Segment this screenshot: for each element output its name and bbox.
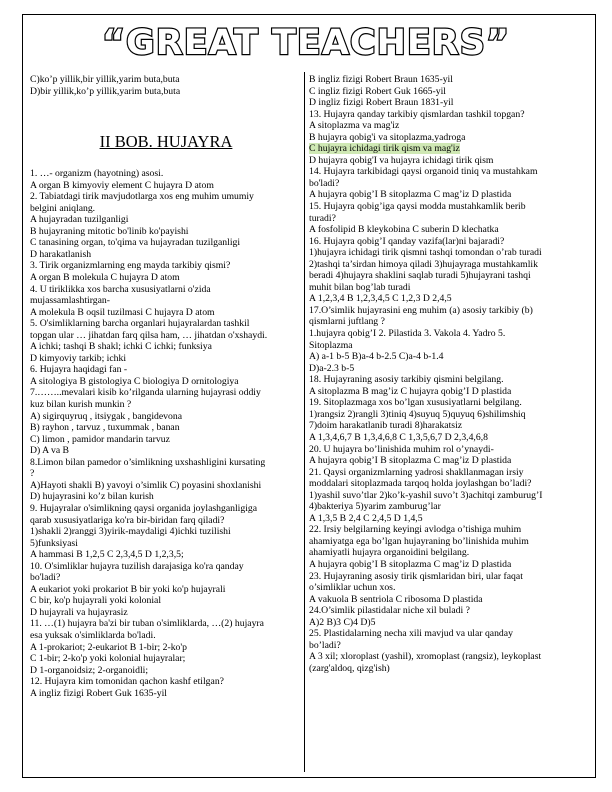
line-row (30, 607, 302, 619)
text-line: (zarg'aldoq, qizg'ish) (309, 662, 390, 674)
line-row (309, 467, 590, 479)
line-row (309, 224, 590, 236)
line-row (309, 74, 590, 86)
text-line: 25. Plastidalarning necha xili mavjud va ular qanday (309, 628, 513, 640)
text-line: beradi 4)hujayra shaklini saqlab turadi 5)hujayrani tashqi (309, 270, 531, 282)
column-divider (304, 72, 305, 772)
line-row (309, 513, 590, 525)
line-row (30, 86, 302, 98)
line-row (30, 387, 302, 399)
line-row (30, 665, 302, 677)
right-column (309, 74, 590, 674)
text-line: qarab xususiyatlariga ko'ra bir-biridan farq qiladi? (30, 514, 225, 526)
line-row (309, 582, 590, 594)
line-row (30, 399, 302, 411)
text-line: A hujayra qobig’I B sitoplazma C mag’iz D plastida (309, 558, 512, 570)
line-row (309, 524, 590, 536)
line-row (309, 86, 590, 98)
text-line: A sitoplazma B mag’iz C hujayra qobig’I D plastida (309, 385, 512, 397)
text-line: D)bir yillik,ko’p yillik,yarim buta,buta (30, 85, 181, 97)
text-line: 16. Hujayra qobig’I qanday vazifa(lar)ni bajaradi? (309, 235, 505, 247)
line-row (30, 561, 302, 573)
line-row (30, 353, 302, 365)
text-line: A 1,2,3,4 B 1,2,3,4,5 C 1,2,3 D 2,4,5 (309, 293, 452, 305)
line-row (309, 351, 590, 363)
text-line: turadi? (309, 212, 336, 224)
text-line: A eukariot yoki prokariot B bir yoki ko'p hujayrali (30, 583, 226, 595)
line-row (309, 640, 590, 652)
text-line: C ingliz fizigi Robert Guk 1665-yil (309, 85, 446, 97)
line-row (30, 364, 302, 376)
line-row (309, 316, 590, 328)
text-line: A organ B kimyoviy element C hujayra D atom (30, 179, 214, 191)
line-row (309, 420, 590, 432)
text-line: B) rayhon , tarvuz , tuxummak , banan (30, 422, 180, 434)
line-row (30, 411, 302, 423)
text-line: A)2 B)3 C)4 D)5 (309, 616, 376, 628)
left-intro (30, 74, 302, 97)
line-row (309, 213, 590, 225)
line-row (30, 538, 302, 550)
line-row (30, 491, 302, 503)
line-row (309, 397, 590, 409)
line-row (309, 386, 590, 398)
line-row (30, 260, 302, 272)
text-line: 20. U hujayra bo’linishida muhim rol o’ynaydi- (309, 443, 494, 455)
line-row (309, 547, 590, 559)
line-row (309, 247, 590, 259)
line-row (309, 143, 590, 155)
text-line: D 1-organoidsiz; 2-organoidli; (30, 664, 149, 676)
text-line: 3. Tirik organizmlarning eng mayda tarkibiy qismi? (30, 260, 231, 272)
text-line: A 1,3,4,6,7 B 1,3,4,6,8 C 1,3,5,6,7 D 2,3,4,6,8 (309, 431, 488, 443)
line-row (30, 468, 302, 480)
line-row (30, 434, 302, 446)
text-line: esa yuksak o'simliklarda bo'ladi. (30, 629, 156, 641)
line-row (30, 642, 302, 654)
text-line: C hujayra ichidagi tirik qism va mag'iz (309, 143, 460, 155)
text-line: 18. Hujayraning asosiy tarkibiy qismini belgilang. (309, 374, 504, 386)
text-line: 13. Hujayra qanday tarkibiy qismlardan tashkil topgan? (309, 108, 525, 120)
text-line: 14. Hujayra tarkibidagi qaysi organoid tiniq va mustahkam (309, 166, 538, 178)
line-row (309, 132, 590, 144)
text-line: 22. Irsiy belgilarning keyingi avlodga o’tishiga muhim (309, 524, 522, 536)
text-line: C tanasining organ, to'qima va hujayradan tuzilganligi (30, 237, 241, 249)
line-row (30, 630, 302, 642)
line-row (30, 688, 302, 700)
text-line: bo'ladi? (309, 177, 340, 189)
line-row (309, 259, 590, 271)
text-line: A 1,3,5 B 2,4 C 2,4,5 D 1,4,5 (309, 512, 423, 524)
line-row (30, 515, 302, 527)
text-line: A fosfolipid B kleykobina C suberin D klechatka (309, 224, 499, 236)
line-row (30, 203, 302, 215)
line-row (30, 526, 302, 538)
line-row (309, 155, 590, 167)
line-row (30, 307, 302, 319)
right-highlighted-lines (309, 143, 590, 155)
line-row (30, 549, 302, 561)
text-line: D ingliz fizigi Robert Braun 1831-yil (309, 97, 454, 109)
text-line: A) a-1 b-5 B)a-4 b-2.5 C)a-4 b-1.4 (309, 351, 444, 363)
text-line: o’simliklar uchun xos. (309, 582, 396, 594)
line-row (309, 444, 590, 456)
text-line: A ichki; tashqi B shakl; ichki C ichki; funksiya (30, 341, 212, 353)
text-line: A sitologiya B gistologiya C biologiya D ornitologiya (30, 375, 239, 387)
line-row (30, 376, 302, 388)
line-row (309, 189, 590, 201)
text-line: 4. U tiriklikka xos barcha xususiyatlarni o'zida (30, 283, 211, 295)
text-line: 11. …(1) hujayra ba'zi bir tuban o'simliklarda, …(2) hujayra (30, 618, 264, 630)
text-line: 8.Limon bilan pamedor o’simlikning uxshashligini kursating (30, 456, 266, 468)
text-line: ? (30, 468, 35, 480)
line-row (30, 457, 302, 469)
line-row (30, 653, 302, 665)
left-column (30, 74, 302, 699)
line-row (30, 249, 302, 261)
line-row (309, 374, 590, 386)
line-row (309, 455, 590, 467)
text-line: 10. O'simliklar hujayra tuzilish darajasiga ko'ra qanday (30, 560, 244, 572)
line-row (30, 595, 302, 607)
line-row (30, 572, 302, 584)
text-line: 1.hujayra qobig’I 2. Pilastida 3. Vakola 4. Yadro 5. (309, 328, 506, 340)
text-line: 1)shakli 2)ranggi 3)yirik-maydaligi 4)ichki tuzilishi (30, 526, 231, 538)
text-line: qismlarni juftlang ? (309, 316, 385, 328)
text-line: 23. Hujayraning asosiy tirik qismlaridan biri, ular faqat (309, 570, 523, 582)
text-line: A 3 xil; xloroplast (yashil), xromoplast (rangsiz), leykoplast (309, 651, 542, 663)
text-line: B ingliz fizigi Robert Braun 1635-yil (309, 74, 453, 85)
line-row (309, 270, 590, 282)
line-row (309, 97, 590, 109)
right-question-list-top (309, 74, 590, 143)
line-row (30, 584, 302, 596)
line-row (30, 226, 302, 238)
line-row (309, 120, 590, 132)
text-line: D) hujayrasini ko’z bilan kurish (30, 491, 154, 503)
line-row (309, 651, 590, 663)
text-line: 5)funksiyasi (30, 537, 78, 549)
text-line: ahamiyatli hujayra organoidini belgilang. (309, 547, 470, 559)
line-row (309, 663, 590, 675)
line-row (309, 559, 590, 571)
text-line: 1. …- organizm (hayotning) asosi. (30, 168, 164, 180)
text-line: 1)rangsiz 2)rangli 3)tiniq 4)suyuq 5)quyuq 6)shilimshiq (309, 408, 526, 420)
text-line: 2. Tabiatdagi tirik mavjudotlarga xos eng muhim umumiy (30, 191, 254, 203)
text-line: 7.……..mevalari kisib ko’rilganda ularning hujayrasi oddiy (30, 387, 261, 399)
text-line: A)Hayoti shakli B) yavoyi o’simlik C) poyasini shoxlanishi (30, 479, 262, 491)
line-row (30, 214, 302, 226)
text-line: 5. O'simliklarning barcha organlari hujayralardan tashkil (30, 318, 250, 330)
line-row (30, 168, 302, 180)
text-line: C bir, ko'p hujayrali yoki kolonial (30, 595, 162, 607)
line-row (30, 272, 302, 284)
line-row (309, 605, 590, 617)
text-line: D)a-2.3 b-5 (309, 362, 355, 374)
line-row (309, 363, 590, 375)
line-row (309, 236, 590, 248)
text-line: bo'ladi? (30, 572, 61, 584)
line-row (30, 330, 302, 342)
line-row (30, 422, 302, 434)
text-line: A) sigirquyruq , itsiygak , bangidevona (30, 410, 183, 422)
text-line: A vakuola B sentriola C ribosoma D plastida (309, 593, 483, 605)
line-row (309, 490, 590, 502)
line-row (30, 237, 302, 249)
line-row (309, 282, 590, 294)
text-line: A hammasi B 1,2,5 C 2,3,4,5 D 1,2,3,5; (30, 549, 184, 561)
line-row (309, 501, 590, 513)
text-line: B hujayraning mitotic bo'linib ko'payishi (30, 225, 189, 237)
text-line: 21. Qaysi organizmlarning yadrosi shakllanmagan irsiy (309, 466, 524, 478)
text-line: A hujayra qobig’I B sitoplazma C mag’iz D plastida (309, 455, 512, 467)
line-row (30, 676, 302, 688)
text-line: mujassamlashtirgan- (30, 295, 110, 307)
text-line: D hujayra qobig'I va hujayra ichidagi tirik qism (309, 154, 494, 166)
page-title: “GREAT TEACHERS” (102, 23, 510, 63)
text-line: kuz bilan kurish munkin ? (30, 399, 132, 411)
text-line: B hujayra qobig'i va sitoplazma,yadroga (309, 131, 466, 143)
line-row (309, 201, 590, 213)
text-line: D harakatlanish (30, 248, 92, 260)
text-line: D) A va B (30, 445, 70, 457)
text-line: topgan ular … jihatdan farq qilsa ham, … jihatdan o'xshaydi. (30, 329, 268, 341)
text-line: 7)doim harakatlanib turadi 8)harakatsiz (309, 420, 463, 432)
text-line: C 1-bir; 2-ko'p yoki kolonial hujayralar; (30, 653, 186, 665)
line-row (309, 617, 590, 629)
text-line: 15. Hujayra qobig’iga qaysi modda mustahkamlik berib (309, 201, 526, 213)
line-row (309, 536, 590, 548)
line-row (30, 341, 302, 353)
text-line: A sitoplazma va mag'iz (309, 120, 400, 132)
text-line: 6. Hujayra haqidagi fan - (30, 364, 128, 376)
text-line: bo’ladi? (309, 639, 341, 651)
left-question-list (30, 168, 302, 699)
text-line: C)ko’p yillik,bir yillik,yarim buta,buta (30, 74, 180, 85)
text-line: 2)tashqi ta’sirdan himoya qiladi 3)hujayraga mustahkamlik (309, 258, 538, 270)
line-row (309, 305, 590, 317)
line-row (309, 293, 590, 305)
text-line: A ingliz fizigi Robert Guk 1635-yil (30, 687, 167, 699)
line-row (30, 74, 302, 86)
line-row (30, 284, 302, 296)
line-row (309, 594, 590, 606)
text-line: ahamiyatga ega bo’lgan hujayraning bo’linishida muhim (309, 535, 529, 547)
line-row (309, 571, 590, 583)
line-row (309, 432, 590, 444)
line-row (309, 328, 590, 340)
line-row (30, 295, 302, 307)
text-line: A organ B molekula C hujayra D atom (30, 272, 180, 284)
text-line: A hujayradan tuzilganligi (30, 214, 129, 226)
line-row (30, 618, 302, 630)
text-line: C) limon , pamidor mandarin tarvuz (30, 433, 170, 445)
line-row (309, 166, 590, 178)
text-line: 9. Hujayralar o'simlikning qaysi organida joylashganligiga (30, 502, 258, 514)
text-line: A hujayra qobig’I B sitoplazma C mag’iz D plastida (309, 189, 512, 201)
line-row (309, 340, 590, 352)
text-line: D hujayrali va hujayrasiz (30, 606, 128, 618)
line-row (30, 503, 302, 515)
line-row (309, 478, 590, 490)
text-line: A 1-prokariot; 2-eukariot B 1-bir; 2-ko'p (30, 641, 187, 653)
line-row (309, 178, 590, 190)
text-line: D kimyoviy tarkib; ichki (30, 352, 127, 364)
text-line: moddalari sitoplazmada tarqoq holda joylashgan bo’ladi? (309, 478, 532, 490)
text-line: 4)bakteriya 5)yarim zamburug’lar (309, 501, 441, 513)
text-line: 17.O’simlik hujayrasini eng muhim (a) asosiy tarkibiy (b) (309, 304, 533, 316)
text-line: 19. Sitoplazmaga xos bo’lgan xususiyatlarni belgilang. (309, 397, 522, 409)
line-row (309, 628, 590, 640)
text-line: Sitoplazma (309, 339, 353, 351)
line-row (30, 318, 302, 330)
line-row (30, 191, 302, 203)
text-line: 24.O’simlik pilastidalar niche xil buladi ? (309, 605, 470, 617)
line-row (30, 445, 302, 457)
line-row (30, 480, 302, 492)
text-line: A molekula B oqsil tuzilmasi C hujayra D atom (30, 306, 215, 318)
text-line: 12. Hujayra kim tomonidan qachon kashf etilgan? (30, 676, 224, 688)
right-question-list (309, 155, 590, 675)
text-line: muhit bilan bog’lab turadi (309, 281, 411, 293)
text-line: belgini aniqlang. (30, 202, 96, 214)
text-line: 1)hujayra ichidagi tirik qismni tashqi tomondan o’rab turadi (309, 247, 542, 259)
line-row (309, 409, 590, 421)
line-row (309, 109, 590, 121)
chapter-heading: II BOB. HUJAYRA (99, 132, 233, 152)
line-row (30, 180, 302, 192)
text-line: 1)yashil suvo’tlar 2)ko’k-yashil suvo’t 3)achitqi zamburug’I (309, 489, 543, 501)
